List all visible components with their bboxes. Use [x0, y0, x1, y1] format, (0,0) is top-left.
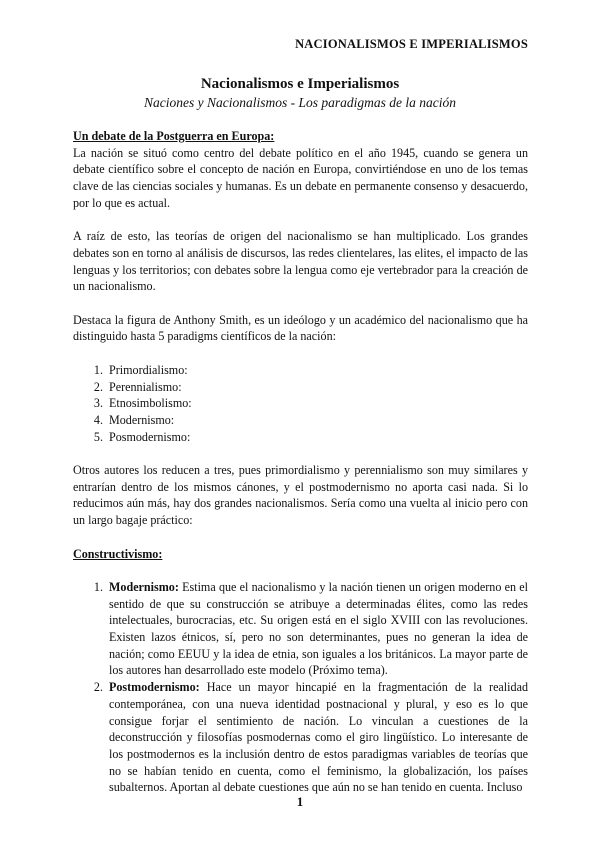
- constructivism-list: [73, 579, 528, 796]
- list-item: 1. Primordialismo:: [106, 362, 528, 379]
- page-number: 1: [296, 794, 304, 809]
- list-item: [106, 579, 528, 679]
- list-item: [106, 679, 528, 796]
- term-label: Postmodernismo:: [109, 680, 200, 695]
- paradigm-list: [73, 362, 528, 446]
- term-description: Hace un mayor hincapié en la fragmentación de la realidad contemporánea, con una nueva identidad postnacional y plural, y eso es lo que consigue forjar el sentimiento de nación. Lo vinculan a cuestiones de la deconstrucción y filosofías posmodernas como el giro lingüístico. Lo interesante de los postmodernos es la inclusión dentro de estos paradigmas variables de teorías que no se habían tenido en cuenta, como el feminismo, la globalización, los países subalternos. Aportan al debate cuestiones que aún no se han tenido en cuenta. Incluso: [109, 680, 528, 795]
- document-title: Nacionalismos e Imperialismos: [200, 76, 400, 92]
- list-item: 5. Posmodernismo:: [106, 429, 528, 446]
- running-header: NACIONALISMOS E IMPERIALISMOS: [295, 37, 528, 51]
- list-item: 2. Perennialismo:: [106, 379, 528, 396]
- paragraph: La nación se situó como centro del debate político en el año 1945, cuando se genera un debate científico sobre el concepto de nación en Europa, convirtiéndose en uno de los temas clave de las ciencias sociales y humanas. Es un debate en permanente consenso y desacuerdo, por lo que es actual.: [73, 145, 528, 210]
- document-subtitle: Naciones y Nacionalismos - Los paradigmas de la nación: [144, 95, 456, 110]
- list-item: 4. Modernismo:: [106, 412, 528, 429]
- document-body: [73, 128, 528, 796]
- term-label: Modernismo:: [109, 579, 179, 594]
- section-heading-constructivismo: Constructivismo:: [73, 546, 163, 561]
- paragraph: Destaca la figura de Anthony Smith, es un ideólogo y un académico del nacionalismo que ha distinguido hasta 5 paradigms científicos de la nación:: [73, 312, 528, 344]
- paragraph: A raíz de esto, las teorías de origen del nacionalismo se han multiplicado. Los grandes debates son en torno al análisis de discursos, las redes clientelares, las elites, el impacto de las lenguas y los territorios; con debates sobre la lengua como eje vertebrador para la creación de un nacionalismo.: [73, 229, 528, 294]
- section-heading-postguerra: Un debate de la Postguerra en Europa:: [73, 129, 275, 143]
- list-item: 3. Etnosimbolismo:: [106, 395, 528, 412]
- term-description: Estima que el nacionalismo y la nación tienen un origen moderno en el sentido de que su construcción se atribuye a determinadas élites, como las redes intelectuales, burocracias, etc. Su origen está en el siglo XVIII con las revoluciones. Existen lazos étnicos, sí, pero no son determinantes, pues no generan la idea de nación; como EEUU y la idea de etnia, son iguales a los británicos. La mayor parte de los autores han desarrollado este modelo (Próximo tema).: [109, 579, 528, 678]
- paragraph: Otros autores los reducen a tres, pues primordialismo y perennialismo son muy similares y entrarían dentro de los mismos cánones, y el postmodernismo no aporta casi nada. Si lo reducimos aún más, hay dos grandes nacionalismos. Sería como una vuelta al inicio pero con un largo bagaje práctico:: [73, 463, 528, 528]
